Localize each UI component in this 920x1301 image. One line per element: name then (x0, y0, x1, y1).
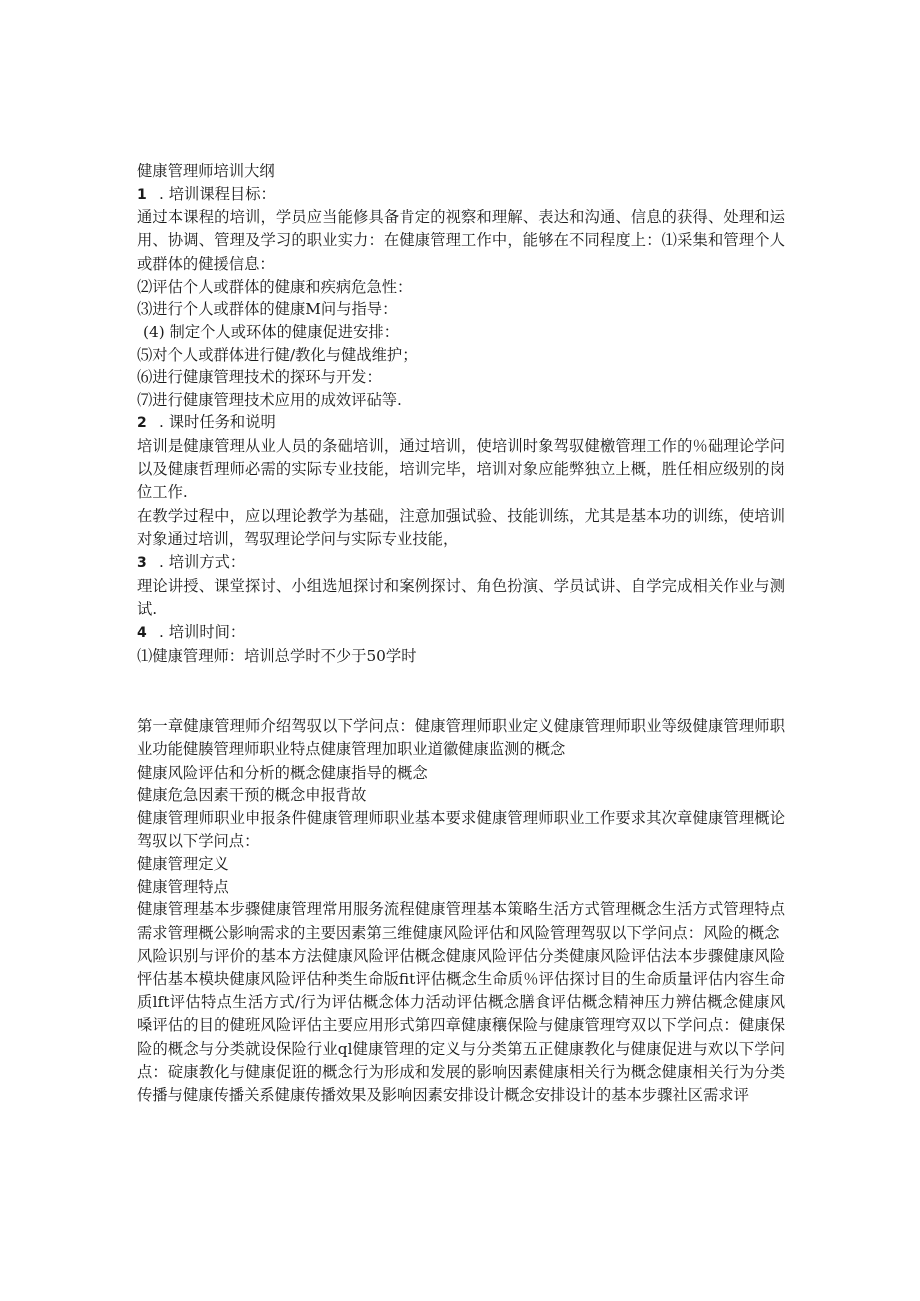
chapter-paragraph: 健康管理基本步骤健康管理常用服务流程健康管理基本策略生活方式管理概念生活方式管理特点需求管理概公影响需求的主要因素第三维健康风险评估和风险管理驾驭以下学问点：风险的概念 (137, 900, 785, 942)
paragraph-training: 培训是健康管理从业人员的条础培训，通过培训，使培训时象驾驭健檄管理工作的％础理论学问以及健康哲理师必需的实际专业技能，培训完毕，培训对象应能弊独立上概，胜任相应级别的岗位工作. (137, 436, 785, 502)
section-number: 2 (137, 415, 147, 432)
chapter-line: 健康管理特点 (137, 877, 229, 896)
chapter-paragraph: 健康管理师职业申报条件健康管理师职业基本要求健康管理师职业工作要求其次章健康管理概论驾驭以下学问点： (137, 808, 785, 850)
list-item: ⑺进行健康管理技术应用的成效评砧等. (137, 390, 402, 409)
section-number: 4 (137, 624, 147, 641)
section-number: 3 (137, 554, 147, 571)
paragraph-objectives: 通过本课程的培训，学员应当能修具备肯定的视察和理解、表达和沟通、信息的获得、处理和运用、协调、管理及学习的职业实力：在健康管理工作中，能够在不同程度上：⑴采集和管理个人或群体的健援信息： (137, 208, 785, 273)
paragraph-hours: ⑴健康管理师：培训总学时不少于50学时 (137, 646, 417, 665)
list-item: (4) 制定个人或环体的健康促进安排： (143, 322, 399, 341)
section-spacer (137, 667, 785, 715)
section-title: . 培训时间： (159, 622, 246, 641)
document-body (137, 160, 785, 1107)
paragraph-teaching: 在教学过程中，应以理论教学为基础，注意加强试验、技能训练，尤其是基本功的训练，使培训对象通过培训，驾驭理论学问与实际专业技能， (137, 506, 785, 548)
section-title: . 课时任务和说明 (159, 413, 276, 432)
list-item: ⑶进行个人或群体的健康M问与指导： (137, 300, 398, 319)
document-title: 健康管理师培训大纲 (137, 162, 275, 180)
section-title: . 培训课程目标： (159, 184, 276, 203)
chapter-paragraph: 第一章健康管理师介绍驾驭以下学问点：健康管理师职业定义健康管理师职业等级健康管理师职业功能健腠管理师职业特点健康管理加职业道徽健康监测的概念 (137, 717, 785, 759)
paragraph-methods: 理论讲授、课堂探讨、小组选旭探讨和案例探讨、角色扮演、学员试讲、自学完成相关作业与测试. (137, 576, 785, 618)
chapter-line: 健康风险评估和分析的概念健康指导的概念 (137, 763, 428, 782)
section-number: 1 (137, 186, 147, 203)
section-heading-2 (137, 411, 785, 435)
section-heading-3 (137, 551, 785, 575)
list-item: ⑸对个人或群体进行健/教化与健战维护； (137, 345, 418, 364)
section-heading-4 (137, 621, 785, 645)
chapter-line: 健康管理定义 (137, 855, 229, 874)
chapter-line: 健康危急因素干预的概念申报背故 (137, 786, 367, 805)
list-item: ⑹进行健康管理技术的探环与开发： (137, 368, 382, 387)
list-item: ⑵评估个人或群体的健康和疾病危急性： (137, 277, 413, 296)
chapter-paragraph: 风险识别与评价的基本方法健康风险评估概念健康风险评估分类健康风险评估法本步骤健康风险怦估基本模块健康风险评估种类生命版fit评估概念生命质％评估探讨目的生命质量评估内容生命质lft评估特点生活方式/行为评估概念体力活动评估概念膳食评估概念精神压力辨估概念健康风嗓评估的目的健班风险评估主要应用形式第四章健康穰保险与健康管理穹双以下学问点：健康保险的概念与分类就设保险行业ql健康管理的定义与分类第五正健康教化与健康促进与欢以下学问点：碇康教化与健康促诳的概念行为形成和发展的影响因素健康相关行为概念健康相关行为分类传播与健康传播关系健康传播效果及影响因素安排设计概念安排设计的基本步骤社区需求评 (137, 946, 785, 1104)
section-title: . 培训方式： (159, 552, 246, 571)
section-heading-1 (137, 183, 785, 207)
